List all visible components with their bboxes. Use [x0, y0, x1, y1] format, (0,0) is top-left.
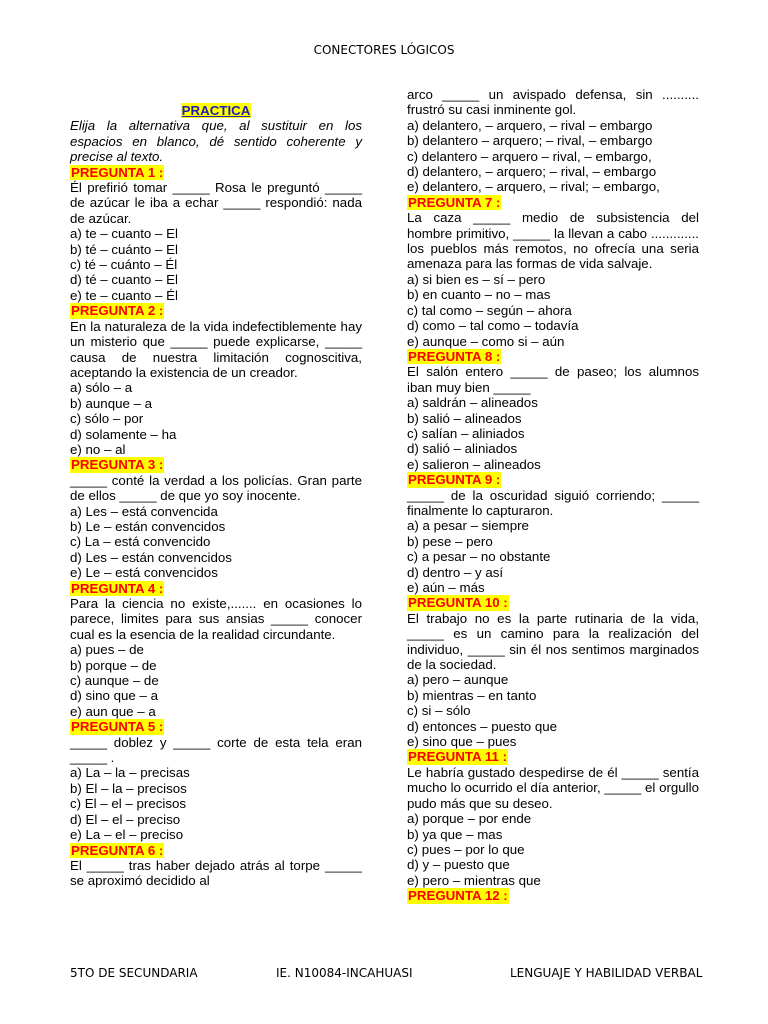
question-5-option: a) La – la – precisas	[70, 765, 190, 781]
question-7-option: a) si bien es – sí – pero	[407, 271, 546, 287]
question-5-option: e) La – el – preciso	[70, 827, 184, 843]
question-7-text: La caza _____ medio de subsistencia del hombre primitivo, _____ la llevan a cabo ............. los pueblos más remotos, no ofrecía una seria amenaza para las formas de vida salvaje.	[407, 210, 699, 272]
question-11-title: PREGUNTA 11 :	[408, 749, 508, 765]
question-1-title: PREGUNTA 1 :	[71, 164, 164, 180]
question-2-option: a) sólo – a	[70, 380, 133, 396]
question-1-option: c) té – cuánto – Él	[70, 257, 178, 273]
instructions: Elija la alternativa que, al sustituir en los espacios en blanco, dé sentido coherente y precise al texto.	[70, 118, 362, 165]
question-3-option: a) Les – está convencida	[70, 503, 218, 519]
question-8-option: d) salió – aliniados	[407, 441, 518, 457]
question-3-option: d) Les – están convencidos	[70, 549, 232, 565]
footer-grade: 5TO DE SECUNDARIA	[70, 966, 198, 980]
question-4-text: Para la ciencia no existe,....... en ocasiones lo parece, limites para sus ansias _____ conocer cual es la esencia de la realidad circundante.	[70, 596, 362, 642]
question-12-title: PREGUNTA 12 :	[408, 888, 508, 904]
question-6-option: a) delantero, – arquero, – rival – embargo	[407, 117, 653, 133]
question-6-title: PREGUNTA 6 :	[71, 842, 164, 858]
question-2-text: En la naturaleza de la vida indefectiblemente hay un misterio que _____ puede explicarse, _____ causa de nuestra limitación cognoscitiva, aceptando la existencia de un creador.	[70, 318, 362, 380]
question-11-option: a) porque – por ende	[407, 811, 532, 827]
question-9-title-line	[407, 472, 699, 487]
question-7-title: PREGUNTA 7 :	[408, 194, 501, 210]
question-2-option: c) sólo – por	[70, 411, 144, 427]
question-10-option: b) mientras – en tanto	[407, 687, 537, 703]
question-10-title-line	[407, 595, 699, 610]
question-11-option: b) ya que – mas	[407, 826, 503, 842]
question-9-option: e) aún – más	[407, 580, 485, 595]
question-6-title-line	[70, 843, 362, 858]
question-4-option: c) aunque – de	[70, 673, 159, 689]
question-3-option: b) Le – están convencidos	[70, 518, 226, 534]
footer-school: IE. N10084-INCAHUASI	[276, 966, 413, 980]
question-6-text: El _____ tras haber dejado atrás al torpe _____ se aproximó decidido al	[70, 857, 362, 889]
question-8-option: b) salió – alineados	[407, 410, 522, 426]
question-10-option: e) sino que – pues	[407, 734, 517, 750]
page-header: CONECTORES LÓGICOS	[313, 43, 455, 57]
right-column	[407, 87, 699, 904]
question-1-text: Él prefirió tomar _____ Rosa le preguntó _____ de azúcar le iba a echar _____ respondió: nada de azúcar.	[70, 180, 362, 226]
question-6-option: d) delantero, – arquero; – rival, – embargo	[407, 164, 657, 180]
question-1-title-line	[70, 165, 362, 180]
question-5-option: b) El – la – precisos	[70, 780, 187, 796]
question-7-option: c) tal como – según – ahora	[407, 302, 572, 318]
question-9-text: _____ de la oscuridad siguió corriendo; _____ finalmente lo capturaron.	[407, 487, 699, 518]
practica-heading: PRACTICA	[181, 103, 251, 118]
question-11-option: e) pero – mientras que	[407, 872, 541, 888]
question-11-title-line	[407, 749, 699, 764]
question-10-text: El trabajo no es la parte rutinaria de la vida, _____ es un camino para la realización del individuo, _____ sin él nos sentimos marginados de la sociedad.	[407, 610, 699, 673]
question-11-option: d) y – puesto que	[407, 857, 510, 873]
question-1-option: d) té – cuanto – El	[70, 272, 178, 288]
question-4-title-line	[70, 581, 362, 596]
question-12-title-line	[407, 888, 699, 903]
question-5-text: _____ doblez y _____ corte de esta tela eran _____ .	[70, 734, 362, 766]
footer-subject: LENGUAJE Y HABILIDAD VERBAL	[510, 966, 703, 980]
question-5-title: PREGUNTA 5 :	[71, 719, 164, 735]
question-8-option: a) saldrán – alineados	[407, 395, 538, 411]
question-3-option: e) Le – está convencidos	[70, 565, 218, 581]
question-10-option: d) entonces – puesto que	[407, 718, 558, 734]
question-1-option: b) té – cuánto – El	[70, 241, 178, 257]
question-9-option: b) pese – pero	[407, 533, 493, 549]
question-7-option: b) en cuanto – no – mas	[407, 287, 551, 303]
question-11-text: Le habría gustado despedirse de él _____ sentía mucho lo ocurrido el día anterior, _____ el orgullo pudo más que su deseo.	[407, 764, 699, 811]
left-column	[70, 87, 362, 889]
question-9-option: a) a pesar – siempre	[407, 518, 529, 534]
question-6-option: b) delantero – arquero; – rival, – embargo	[407, 133, 653, 149]
question-7-title-line	[407, 195, 699, 210]
question-5-option: d) El – el – preciso	[70, 811, 181, 827]
question-6-option: e) delantero, – arquero, – rival; – embargo,	[407, 179, 660, 195]
question-3-title: PREGUNTA 3 :	[71, 457, 164, 473]
question-1-option: e) te – cuanto – Él	[70, 287, 178, 303]
question-6-continuation: arco _____ un avispado defensa, sin .......... frustró su casi inminente gol.	[407, 87, 699, 118]
question-4-option: a) pues – de	[70, 642, 144, 658]
question-5-option: c) El – el – precisos	[70, 796, 187, 812]
question-1-option: a) te – cuanto – El	[70, 226, 178, 242]
question-10-option: a) pero – aunque	[407, 672, 509, 688]
question-2-option: e) no – al	[70, 441, 126, 457]
question-4-option: b) porque – de	[70, 657, 157, 673]
question-8-title-line	[407, 349, 699, 364]
question-10-option: c) si – sólo	[407, 703, 471, 719]
question-4-option: e) aun que – a	[70, 703, 156, 719]
question-2-option: b) aunque – a	[70, 395, 153, 411]
question-6-option: c) delantero – arquero – rival, – embargo,	[407, 148, 652, 164]
question-2-title-line	[70, 303, 362, 318]
question-8-text: El salón entero _____ de paseo; los alumnos iban muy bien _____	[407, 364, 699, 395]
question-7-option: e) aunque – como si – aún	[407, 333, 565, 349]
question-4-title: PREGUNTA 4 :	[71, 580, 164, 596]
question-8-title: PREGUNTA 8 :	[408, 348, 501, 364]
question-6-options	[407, 118, 699, 195]
question-3-title-line	[70, 457, 362, 472]
question-5-title-line	[70, 719, 362, 734]
question-9-option: d) dentro – y así	[407, 564, 504, 580]
question-11-option: c) pues – por lo que	[407, 841, 525, 857]
question-4-option: d) sino que – a	[70, 688, 158, 704]
question-8-option: e) salieron – alineados	[407, 456, 541, 472]
question-3-text: _____ conté la verdad a los policías. Gran parte de ellos _____ de que yo soy inocente.	[70, 472, 362, 504]
question-7-option: d) como – tal como – todavía	[407, 318, 579, 334]
question-3-option: c) La – está convencido	[70, 534, 211, 550]
question-9-option: c) a pesar – no obstante	[407, 549, 551, 565]
practica-heading-line	[70, 87, 362, 118]
question-8-option: c) salían – aliniados	[407, 425, 525, 441]
question-10-title: PREGUNTA 10 :	[408, 595, 508, 611]
question-2-option: d) solamente – ha	[70, 426, 177, 442]
question-9-title: PREGUNTA 9 :	[408, 472, 501, 488]
question-2-title: PREGUNTA 2 :	[71, 303, 164, 319]
